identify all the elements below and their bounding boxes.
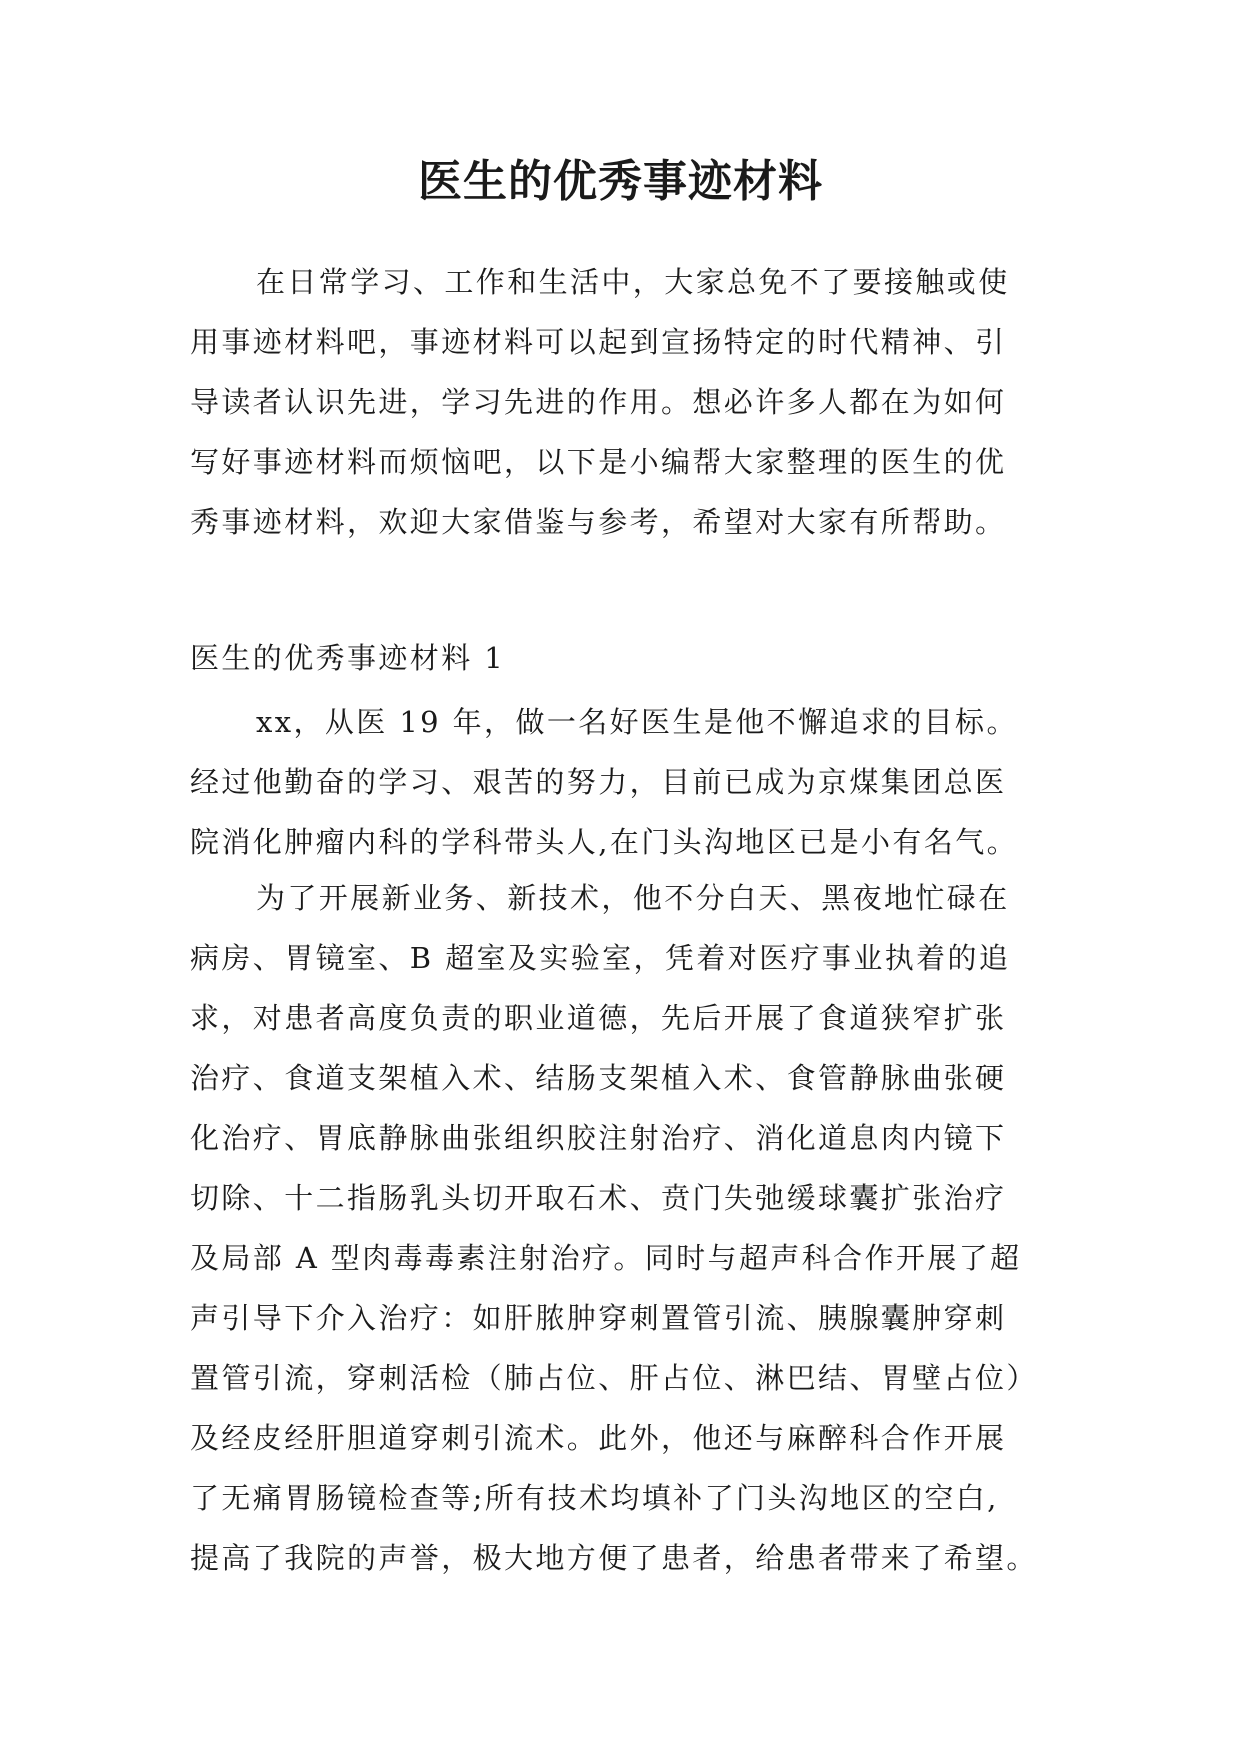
section-heading — [190, 628, 1060, 688]
intro-paragraph — [190, 252, 1060, 552]
text-line: 及局部 A 型肉毒毒素注射治疗。同时与超声科合作开展了超 — [190, 1241, 1022, 1275]
text-line: 及经皮经肝胆道穿刺引流术。此外，他还与麻醉科合作开展 — [190, 1421, 1007, 1455]
section-heading-text: 医生的优秀事迹材料 1 — [190, 641, 506, 675]
text-line: 在日常学习、工作和生活中，大家总免不了要接触或使 — [256, 265, 1010, 299]
text-line: 经过他勤奋的学习、艰苦的努力，目前已成为京煤集团总医 — [190, 765, 1007, 799]
text-line: 病房、胃镜室、B 超室及实验室，凭着对医疗事业执着的追 — [190, 941, 1011, 975]
text-line: 为了开展新业务、新技术，他不分白天、黑夜地忙碌在 — [256, 881, 1010, 915]
text-line: 置管引流，穿刺活检（肺占位、肝占位、淋巴结、胃壁占位） — [190, 1361, 1038, 1395]
text-line: 切除、十二指肠乳头切开取石术、贲门失弛缓球囊扩张治疗 — [190, 1181, 1007, 1215]
text-line: 院消化肿瘤内科的学科带头人,在门头沟地区已是小有名气。 — [190, 825, 1019, 859]
text-line: xx，从医 19 年，做一名好医生是他不懈追求的目标。 — [256, 705, 1018, 739]
text-line: 提高了我院的声誉，极大地方便了患者，给患者带来了希望。 — [190, 1541, 1038, 1575]
text-line: 写好事迹材料而烦恼吧，以下是小编帮大家整理的医生的优 — [190, 445, 1007, 479]
text-line: 治疗、食道支架植入术、结肠支架植入术、食管静脉曲张硬 — [190, 1061, 1007, 1095]
text-line: 声引导下介入治疗：如肝脓肿穿刺置管引流、胰腺囊肿穿刺 — [190, 1301, 1007, 1335]
text-line: 求，对患者高度负责的职业道德，先后开展了食道狭窄扩张 — [190, 1001, 1007, 1035]
paragraph-1 — [190, 692, 1060, 872]
text-line: 秀事迹材料，欢迎大家借鉴与参考，希望对大家有所帮助。 — [190, 505, 1007, 539]
text-line: 用事迹材料吧，事迹材料可以起到宣扬特定的时代精神、引 — [190, 325, 1007, 359]
document-title: 医生的优秀事迹材料 — [418, 156, 823, 207]
paragraph-2 — [190, 868, 1060, 1588]
text-line: 化治疗、胃底静脉曲张组织胶注射治疗、消化道息肉内镜下 — [190, 1121, 1007, 1155]
text-line: 导读者认识先进，学习先进的作用。想必许多人都在为如何 — [190, 385, 1007, 419]
text-line: 了无痛胃肠镜检查等;所有技术均填补了门头沟地区的空白, — [190, 1481, 999, 1515]
